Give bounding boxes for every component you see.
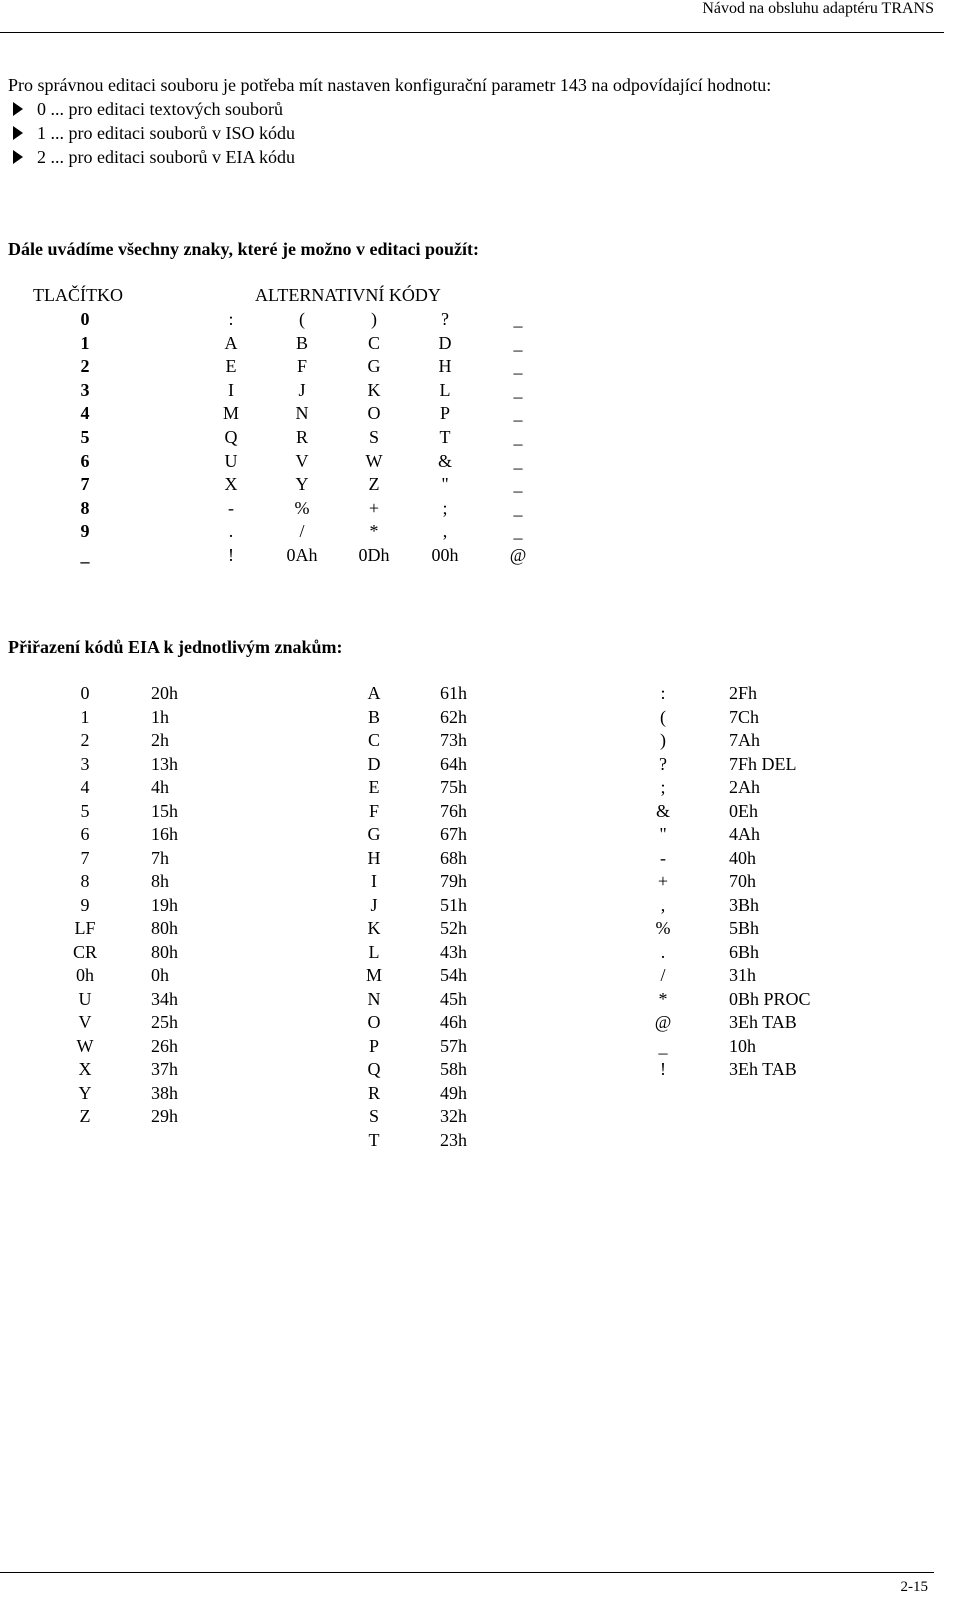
list-item: 0 ... pro editaci textových souborů bbox=[8, 97, 295, 121]
eia-code-cell: 0Eh bbox=[729, 800, 758, 821]
alt-code-cell: - bbox=[228, 497, 234, 518]
eia-char-cell: , bbox=[660, 894, 666, 915]
key-cell: 3 bbox=[80, 379, 90, 400]
eia-char-cell: 4 bbox=[80, 777, 90, 797]
eia-code-cell: 64h bbox=[440, 753, 467, 774]
eia-code-cell: 2Ah bbox=[729, 777, 760, 797]
alt-code-cell: _ bbox=[513, 356, 523, 377]
eia-code-cell: 79h bbox=[440, 871, 467, 891]
eia-char-cell: H bbox=[367, 847, 381, 868]
alt-code-cell: O bbox=[367, 403, 381, 424]
eia-code-cell: 4h bbox=[151, 777, 169, 797]
parameter-options-list bbox=[8, 97, 295, 169]
eia-code-cell: 7Ch bbox=[729, 706, 760, 727]
eia-char-cell: / bbox=[660, 965, 666, 985]
alt-code-cell: M bbox=[222, 403, 239, 424]
eia-code-cell: 3Eh TAB bbox=[729, 1012, 797, 1032]
eia-char-cell: R bbox=[367, 1082, 380, 1103]
alt-code-cell: T bbox=[439, 427, 451, 447]
alt-code-cell: ? bbox=[441, 309, 449, 329]
eia-char-cell: F bbox=[368, 800, 379, 821]
alt-code-cell: 0Ah bbox=[286, 545, 318, 565]
alt-code-cell: _ bbox=[513, 521, 523, 542]
eia-code-cell: 54h bbox=[440, 965, 467, 985]
eia-code-cell: 16h bbox=[151, 824, 178, 844]
eia-code-cell: 34h bbox=[151, 988, 178, 1009]
alt-code-cell: , bbox=[442, 521, 448, 542]
eia-char-cell: ? bbox=[659, 753, 667, 774]
eia-char-cell: 0h bbox=[76, 965, 94, 985]
eia-char-cell: C bbox=[367, 730, 380, 750]
alt-code-cell: Q bbox=[224, 427, 238, 447]
alt-code-cell: * bbox=[369, 521, 379, 542]
key-cell: 2 bbox=[80, 356, 90, 377]
eia-code-cell: 7Fh DEL bbox=[729, 753, 797, 774]
alt-code-cell: X bbox=[224, 474, 238, 495]
alt-code-cell: F bbox=[296, 356, 307, 377]
eia-code-cell: 80h bbox=[151, 918, 178, 938]
alt-code-cell: A bbox=[224, 332, 238, 353]
eia-code-cell: 15h bbox=[151, 800, 178, 821]
eia-code-cell: 7Ah bbox=[729, 730, 760, 750]
alt-code-cell: & bbox=[437, 450, 452, 471]
eia-char-cell: T bbox=[368, 1129, 380, 1150]
eia-char-cell: & bbox=[655, 800, 670, 821]
eia-char-cell: _ bbox=[658, 1035, 668, 1056]
eia-char-cell: G bbox=[367, 824, 381, 844]
alt-code-cell: D bbox=[438, 332, 452, 353]
alt-code-cell: / bbox=[299, 521, 305, 542]
alt-code-cell: V bbox=[295, 450, 309, 471]
eia-char-cell: 6 bbox=[80, 824, 90, 844]
alt-code-cell: Z bbox=[368, 474, 380, 495]
alt-code-cell: _ bbox=[513, 309, 523, 329]
alt-code-cell: E bbox=[225, 356, 237, 377]
alt-code-cell: _ bbox=[513, 450, 523, 471]
eia-code-cell: 49h bbox=[440, 1082, 467, 1103]
eia-code-cell: 76h bbox=[440, 800, 467, 821]
eia-code-cell: 31h bbox=[729, 965, 756, 985]
section-heading-characters: Dále uvádíme všechny znaky, které je možno v editaci použít: bbox=[8, 239, 479, 259]
section-heading-eia: Přiřazení kódů EIA k jednotlivým znakům: bbox=[8, 637, 343, 657]
eia-char-cell: 8 bbox=[80, 871, 90, 891]
page-header bbox=[0, 0, 944, 33]
alt-code-cell: _ bbox=[513, 474, 523, 495]
eia-char-cell: N bbox=[367, 988, 381, 1009]
eia-char-cell: E bbox=[368, 777, 380, 797]
eia-char-cell: % bbox=[655, 918, 671, 938]
eia-char-cell: LF bbox=[74, 918, 96, 938]
eia-char-cell: J bbox=[370, 894, 378, 915]
eia-char-cell: M bbox=[365, 965, 382, 985]
eia-char-cell: S bbox=[368, 1106, 379, 1126]
eia-char-cell: . bbox=[660, 941, 666, 962]
eia-code-cell: 80h bbox=[151, 941, 178, 962]
eia-char-cell: ( bbox=[660, 706, 666, 727]
eia-char-cell: ! bbox=[660, 1059, 666, 1079]
list-item: 2 ... pro editaci souborů v EIA kódu bbox=[8, 145, 295, 169]
key-cell: 7 bbox=[80, 474, 90, 495]
alt-code-cell: 0Dh bbox=[358, 545, 390, 565]
eia-char-cell: Z bbox=[79, 1106, 91, 1126]
alt-code-cell: _ bbox=[513, 497, 523, 518]
eia-code-cell: 7h bbox=[151, 847, 169, 868]
alt-code-cell: G bbox=[367, 356, 381, 377]
key-cell: 4 bbox=[80, 403, 90, 424]
eia-char-cell: K bbox=[367, 918, 381, 938]
eia-char-cell: A bbox=[367, 683, 381, 703]
alt-code-cell: C bbox=[367, 332, 380, 353]
eia-code-cell: 19h bbox=[151, 894, 178, 915]
eia-code-cell: 75h bbox=[440, 777, 467, 797]
eia-code-cell: 57h bbox=[440, 1035, 467, 1056]
alt-code-cell: ; bbox=[442, 497, 448, 518]
eia-char-cell: D bbox=[367, 753, 381, 774]
eia-code-cell: 2h bbox=[151, 730, 169, 750]
eia-char-cell: CR bbox=[72, 941, 97, 962]
eia-char-cell: 9 bbox=[80, 894, 90, 915]
alt-code-cell: " bbox=[441, 474, 449, 495]
eia-char-cell: B bbox=[367, 706, 380, 727]
eia-char-cell: Y bbox=[78, 1082, 92, 1103]
alt-code-cell: R bbox=[295, 427, 308, 447]
column-header-key: TLAČÍTKO bbox=[33, 285, 123, 305]
arrow-bullet-icon bbox=[13, 150, 23, 164]
page-number: 2-15 bbox=[900, 1579, 928, 1595]
eia-char-cell: P bbox=[368, 1035, 379, 1056]
alt-code-cell: _ bbox=[513, 379, 523, 400]
alt-code-cell: S bbox=[368, 427, 379, 447]
alt-code-cell: ( bbox=[299, 309, 305, 329]
eia-code-cell: 51h bbox=[440, 894, 467, 915]
eia-char-cell: + bbox=[657, 871, 669, 891]
eia-char-cell: X bbox=[78, 1059, 92, 1079]
eia-char-cell: @ bbox=[654, 1012, 672, 1032]
eia-code-cell: 20h bbox=[151, 683, 178, 703]
eia-char-cell: 5 bbox=[80, 800, 90, 821]
eia-char-cell: 3 bbox=[80, 753, 90, 774]
alt-code-cell: I bbox=[228, 379, 234, 400]
key-cell: 0 bbox=[80, 309, 90, 329]
key-cell: 6 bbox=[80, 450, 90, 471]
eia-code-cell: 46h bbox=[440, 1012, 467, 1032]
eia-char-cell: ) bbox=[660, 730, 666, 750]
eia-code-cell: 40h bbox=[729, 847, 756, 868]
eia-code-cell: 43h bbox=[440, 941, 467, 962]
eia-code-cell: 62h bbox=[440, 706, 467, 727]
alt-code-cell: ! bbox=[228, 545, 234, 565]
alt-code-cell: Y bbox=[295, 474, 309, 495]
eia-char-cell: 2 bbox=[80, 730, 90, 750]
eia-code-cell: 4Ah bbox=[729, 824, 760, 844]
list-item: 1 ... pro editaci souborů v ISO kódu bbox=[8, 121, 295, 145]
eia-code-cell: 10h bbox=[729, 1035, 756, 1056]
alt-code-cell: ) bbox=[371, 309, 377, 329]
alt-code-cell: W bbox=[365, 450, 383, 471]
alt-code-cell: _ bbox=[513, 332, 523, 353]
arrow-bullet-icon bbox=[13, 102, 23, 116]
eia-code-cell: 3Eh TAB bbox=[729, 1059, 797, 1079]
alt-code-cell: P bbox=[439, 403, 450, 424]
arrow-bullet-icon bbox=[13, 126, 23, 140]
eia-code-cell: 37h bbox=[151, 1059, 178, 1079]
eia-char-cell: L bbox=[368, 941, 380, 962]
eia-code-cell: 70h bbox=[729, 871, 756, 891]
eia-char-cell: 0 bbox=[80, 683, 90, 703]
key-cell: 1 bbox=[80, 332, 90, 353]
eia-char-cell: U bbox=[78, 988, 92, 1009]
eia-code-cell: 1h bbox=[151, 706, 169, 727]
eia-char-cell: W bbox=[76, 1035, 94, 1056]
alt-code-cell: _ bbox=[513, 427, 523, 447]
eia-char-cell: ; bbox=[660, 777, 666, 797]
eia-code-cell: 58h bbox=[440, 1059, 467, 1079]
alt-code-cell: U bbox=[224, 450, 238, 471]
page-footer bbox=[0, 1572, 934, 1595]
eia-char-cell: - bbox=[660, 847, 666, 868]
key-cell: 9 bbox=[80, 521, 90, 542]
eia-char-cell: O bbox=[367, 1012, 381, 1032]
alt-code-cell: @ bbox=[509, 545, 527, 565]
eia-code-cell: 6Bh bbox=[729, 941, 760, 962]
eia-code-cell: 73h bbox=[440, 730, 467, 750]
eia-code-cell: 68h bbox=[440, 847, 467, 868]
eia-code-cell: 8h bbox=[151, 871, 169, 891]
eia-code-cell: 26h bbox=[151, 1035, 178, 1056]
alt-code-cell: L bbox=[439, 379, 451, 400]
eia-char-cell: " bbox=[659, 824, 667, 844]
alt-code-cell: . bbox=[228, 521, 234, 542]
eia-code-cell: 13h bbox=[151, 753, 178, 774]
eia-char-cell: 7 bbox=[80, 847, 90, 868]
eia-char-cell: I bbox=[371, 871, 377, 891]
eia-code-cell: 2Fh bbox=[729, 683, 758, 703]
eia-char-cell: 1 bbox=[80, 706, 90, 727]
eia-code-cell: 61h bbox=[440, 683, 467, 703]
eia-char-cell: * bbox=[658, 988, 668, 1009]
alt-code-cell: + bbox=[368, 497, 380, 518]
eia-code-cell: 52h bbox=[440, 918, 467, 938]
eia-code-cell: 45h bbox=[440, 988, 467, 1009]
eia-code-cell: 29h bbox=[151, 1106, 178, 1126]
alt-code-cell: _ bbox=[513, 403, 523, 424]
eia-code-cell: 0Bh PROC bbox=[729, 988, 811, 1009]
alt-code-cell: : bbox=[228, 309, 234, 329]
alt-code-cell: N bbox=[295, 403, 309, 424]
key-cell: 8 bbox=[80, 497, 90, 518]
header-title: Návod na obsluhu adaptéru TRANS bbox=[702, 0, 934, 17]
intro-paragraph: Pro správnou editaci souboru je potřeba mít nastaven konfigurační parametr 143 na odpovídající hodnotu: bbox=[8, 75, 772, 95]
eia-code-cell: 3Bh bbox=[729, 894, 760, 915]
alt-code-cell: % bbox=[294, 497, 310, 518]
eia-char-cell: Q bbox=[367, 1059, 381, 1079]
eia-code-cell: 0h bbox=[151, 965, 169, 985]
eia-code-cell: 32h bbox=[440, 1106, 467, 1126]
eia-char-cell: : bbox=[660, 683, 666, 703]
eia-code-cell: 67h bbox=[440, 824, 467, 844]
alt-code-cell: J bbox=[298, 379, 306, 400]
alt-code-cell: B bbox=[295, 332, 308, 353]
key-cell: _ bbox=[80, 545, 90, 565]
eia-char-cell: V bbox=[78, 1012, 92, 1032]
eia-code-cell: 25h bbox=[151, 1012, 178, 1032]
column-header-codes: ALTERNATIVNÍ KÓDY bbox=[255, 285, 441, 305]
key-cell: 5 bbox=[80, 427, 90, 447]
eia-code-cell: 23h bbox=[440, 1129, 467, 1150]
alt-code-cell: K bbox=[367, 379, 381, 400]
alt-code-cell: 00h bbox=[431, 545, 459, 565]
eia-code-cell: 5Bh bbox=[729, 918, 760, 938]
eia-code-cell: 38h bbox=[151, 1082, 178, 1103]
alt-code-cell: H bbox=[438, 356, 452, 377]
